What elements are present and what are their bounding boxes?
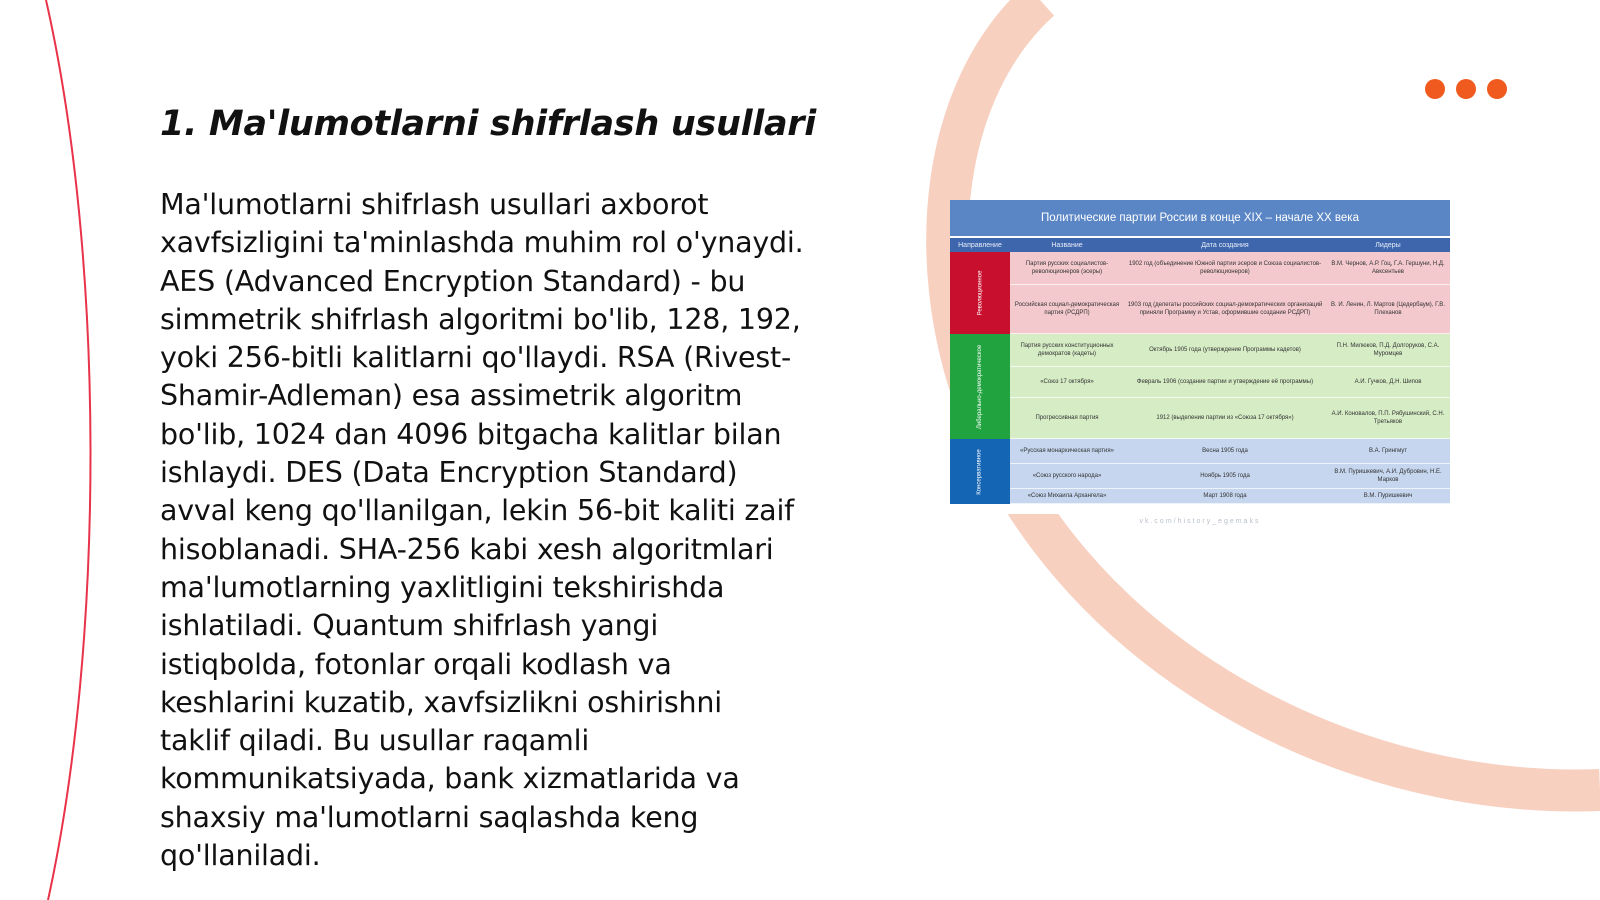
- table-cell: «Союз русского народа»: [1032, 473, 1102, 479]
- body-text-line: shaxsiy ma'lumotlarni saqlashda keng: [160, 800, 699, 834]
- table-cell: Российская социал-демократическая партия (РСДРП): [1014, 302, 1120, 316]
- table-image-group-label: [950, 334, 1010, 439]
- table-image-group-rows: [1010, 439, 1450, 504]
- table-row: [1010, 252, 1450, 285]
- body-text-line: ishlatiladi. Quantum shifrlash yangi: [160, 609, 659, 643]
- body-text-line: yoki 256-bitli kalitlarni qo'llaydi. RSA (Rivest-: [160, 341, 792, 375]
- body-text-line: bo'lib, 1024 dan 4096 bitgacha kalitlar bilan: [160, 417, 782, 451]
- body-text-line: AES (Advanced Encryption Standard) - bu: [160, 264, 746, 298]
- body-text-line: xavfsizligini ta'minlashda muhim rol o'ynaydi.: [160, 226, 804, 260]
- body-text-line: kommunikatsiyada, bank xizmatlarida va: [160, 762, 740, 796]
- table-image-group: [950, 334, 1450, 439]
- table-cell: «Русская монархическая партия»: [1020, 448, 1114, 454]
- table-cell: 1902 год (объединение Южной партии эсеров и Союза социалистов-революционеров): [1128, 261, 1322, 275]
- table-cell: В. И. Ленин, Л. Мартов (Цедербаум), Г.В. Плеханов: [1331, 302, 1445, 316]
- table-image-group-rows: [1010, 252, 1450, 334]
- table-cell: «Союз Михаила Архангела»: [1027, 493, 1107, 499]
- table-cell: Март 1908 года: [1203, 493, 1247, 499]
- table-row: [1010, 334, 1450, 367]
- table-row: [1010, 367, 1450, 398]
- table-cell: А.И. Коновалов, П.П. Рябушинский, С.Н. Третьяков: [1331, 411, 1445, 425]
- body-text-line: ma'lumotlarning yaxlitligini tekshirishda: [160, 570, 725, 604]
- table-image-group-label: [950, 252, 1010, 334]
- table-image-header-cell: Дата создания: [1201, 241, 1249, 249]
- body-text-line: qo'llaniladi.: [160, 839, 321, 873]
- slide-title: 1. Ma'lumotlarni shifrlash usullari: [160, 104, 816, 144]
- table-cell: 1912 (выделение партии из «Союза 17 октября»): [1156, 415, 1294, 421]
- body-text-line: hisoblanadi. SHA-256 kabi xesh algoritmlari: [160, 532, 774, 566]
- table-image-group: [950, 439, 1450, 504]
- table-cell: Партия русских социалистов-революционеров (эсеры): [1025, 261, 1109, 275]
- decorative-dots: [1425, 79, 1507, 99]
- table-cell: В.М. Пуришкевич: [1363, 493, 1413, 499]
- table-image-title: Политические партии России в конце XIX – начале XX века: [950, 200, 1450, 236]
- table-image-header-cell: Направление: [958, 241, 1002, 249]
- body-text-line: istiqbolda, fotonlar orqali kodlash va: [160, 647, 672, 681]
- table-image-group-label-text: Либерально-демократическое: [977, 344, 983, 429]
- table-cell: В.М. Чернов, А.Р. Гоц, Г.А. Гершуни, Н.Д. Авксентьев: [1331, 261, 1445, 275]
- dot-icon: [1487, 79, 1507, 99]
- table-cell: В.А. Грингмут: [1368, 448, 1408, 454]
- body-text-line: keshlarini kuzatib, xavfsizlikni oshirishni: [160, 685, 722, 719]
- table-cell: Прогрессивная партия: [1035, 415, 1099, 421]
- table-cell: А.И. Гучков, Д.Н. Шипов: [1354, 379, 1422, 385]
- table-cell: В.М. Пуришкевич, А.И. Дубровин, Н.Е. Марков: [1334, 469, 1442, 483]
- embedded-table-image: [950, 200, 1450, 525]
- body-text-line: simmetrik shifrlash algoritmi bo'lib, 128, 192,: [160, 302, 801, 336]
- dot-icon: [1425, 79, 1445, 99]
- table-image-group-rows: [1010, 334, 1450, 439]
- table-row: [1010, 439, 1450, 464]
- table-image-footer: vk.com/history_egemaks: [1139, 518, 1261, 525]
- table-cell: П.Н. Милюков, П.Д. Долгоруков, С.А. Муромцев: [1336, 343, 1440, 357]
- body-text-line: taklif qiladi. Bu usullar raqamli: [160, 724, 590, 758]
- dot-icon: [1456, 79, 1476, 99]
- body-text-line: Ma'lumotlarni shifrlash usullari axborot: [160, 188, 709, 221]
- table-cell: Ноябрь 1905 года: [1200, 473, 1250, 479]
- table-cell: Октябрь 1905 года (утверждение Программы кадетов): [1149, 347, 1301, 353]
- table-image-group-label: [950, 439, 1010, 504]
- table-cell: 1903 год (делегаты российских социал-демократических организаций приняли Программу и Устав, оформившие создание РСДРП): [1127, 302, 1323, 316]
- table-row: [1010, 464, 1450, 489]
- table-cell: Весна 1905 года: [1202, 448, 1248, 454]
- table-row: [1010, 489, 1450, 504]
- body-text-line: Shamir-Adleman) esa assimetrik algoritm: [160, 379, 743, 413]
- table-image-group-label-text: Революционное: [976, 270, 983, 316]
- table-image-body: [950, 252, 1450, 504]
- slide-body-text: [160, 186, 850, 875]
- table-row: [1010, 285, 1450, 334]
- decorative-left-curve: [46, 0, 91, 900]
- table-image-header-cell: Лидеры: [1375, 241, 1401, 249]
- table-image-header: [950, 236, 1450, 252]
- table-image-group-label-text: Консервативное: [976, 448, 983, 495]
- body-text-line: avval keng qo'llanilgan, lekin 56-bit kaliti zaif: [160, 494, 794, 528]
- body-text-line: ishlaydi. DES (Data Encryption Standard): [160, 456, 738, 490]
- table-image-group: [950, 252, 1450, 334]
- table-cell: Партия русских конституционных демократов (кадеты): [1020, 343, 1114, 357]
- table-cell: «Союз 17 октября»: [1040, 379, 1094, 385]
- table-row: [1010, 398, 1450, 439]
- table-image-header-cell: Название: [1051, 241, 1083, 249]
- table-cell: Февраль 1906 (создание партии и утверждение её программы): [1136, 379, 1314, 385]
